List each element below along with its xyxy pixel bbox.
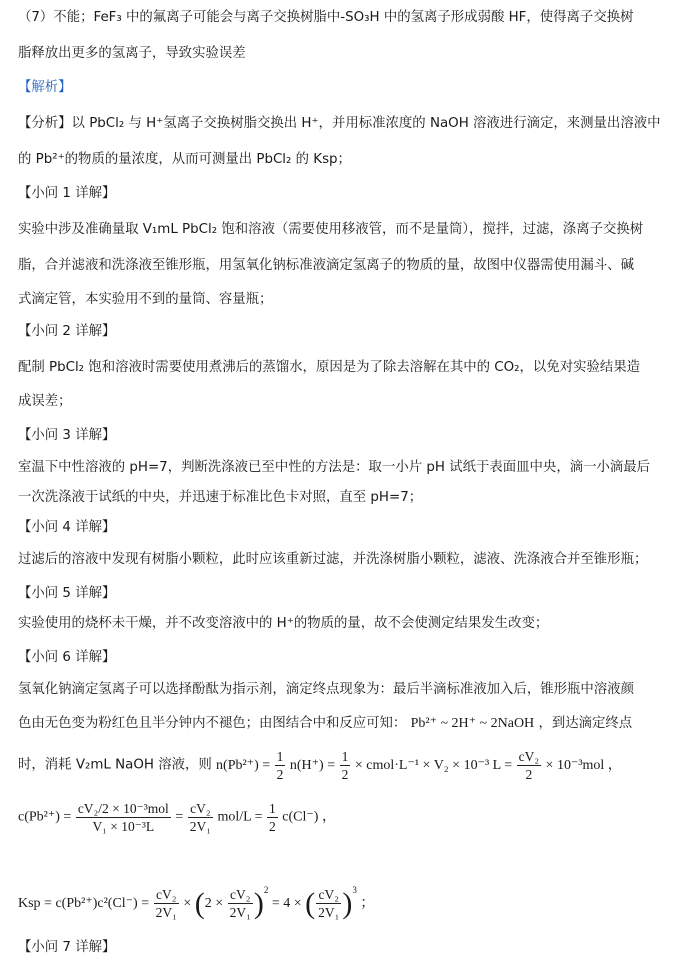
q7-line-2: 脂释放出更多的氢离子，导致实验误差 xyxy=(18,46,246,61)
eq2-frac-2: $\frac{1}{2}$ xyxy=(269,801,276,834)
eq2-mid: mol/L = xyxy=(217,809,263,825)
eq3-close-paren-2: ) xyxy=(342,886,353,920)
sub6-line-3a: 时，消耗 V₂mL NaOH 溶液，则 xyxy=(18,757,212,773)
eq3-lhs: Ksp = c(Pb²⁺)c²(Cl⁻) = xyxy=(18,896,150,911)
sub4-line-1: 过滤后的溶液中发现有树脂小颗粒，此时应该重新过滤，并洗涤树脂小颗粒，滤液、洗涤液合并至锥形瓶； xyxy=(18,552,648,567)
eq1-frac-1: $\frac{1}{2}$ xyxy=(276,749,284,782)
eq3-frac-3: $\frac{\text{cV₂}}{\text{2V₁}}$ xyxy=(318,887,340,921)
sub3-line-1: 室温下中性溶液的 pH=7，判断洗涤液已至中性的方法是：取一小片 pH 试纸于表面皿中央，滴一小滴最后 xyxy=(18,460,651,475)
equation-c-pb xyxy=(18,800,685,835)
eq3-frac-1: $\frac{\text{cV₂}}{\text{2V₁}}$ xyxy=(155,887,177,921)
sub6-line-2 xyxy=(18,714,685,734)
eq2-lhs: c(Pb²⁺) = xyxy=(18,809,72,825)
sub1-line-1: 实验中涉及准确量取 V₁mL PbCl₂ 饱和溶液（需要使用移液管，而不是量筒），搅拌，过滤，涤离子交换树 xyxy=(18,222,644,237)
eq1-mid-1: n(H⁺) = xyxy=(289,757,336,773)
eq3-frac-2: $\frac{\text{cV₂}}{\text{2V₁}}$ xyxy=(229,887,251,921)
sub6-line-2c: ，到达滴定终点 xyxy=(538,716,633,731)
reaction-ratio: Pb²⁺ ~ 2H⁺ ~ 2NaOH xyxy=(410,716,535,731)
eq3-inner-pre: 2 × xyxy=(204,896,224,911)
eq1-frac-3: $\frac{\text{cV₂}}{2}$ xyxy=(518,749,540,782)
fenxi-line-2: 的 Pb²⁺的物质的量浓度，从而可测量出 PbCl₂ 的 Ksp； xyxy=(18,152,351,167)
sub3-line-2: 一次洗涤液于试纸的中央，并迅速于标准比色卡对照，直至 pH=7； xyxy=(18,490,423,505)
eq2-big-frac: $\frac{\text{cV₂/2 × 10⁻³mol}}{\text{V₁ × 10⁻³L}}$ xyxy=(77,801,169,834)
sub5-heading: 【小问 5 详解】 xyxy=(18,586,116,601)
sub2-line-1: 配制 PbCl₂ 饱和溶液时需要使用煮沸后的蒸馏水，原因是为了除去溶解在其中的 CO₂，以免对实验结果造 xyxy=(18,360,641,375)
eq3-times: × xyxy=(183,896,192,911)
sub6-line-2a: 色由无色变为粉红色且半分钟内不褪色；由图结合中和反应可知： xyxy=(18,716,407,731)
sub4-heading: 【小问 4 详解】 xyxy=(18,520,116,535)
eq2-eq: = xyxy=(175,809,184,825)
jiexi-label: 【解析】 xyxy=(18,80,72,95)
eq3-close-paren: ) xyxy=(253,886,264,920)
sub2-line-2: 成误差； xyxy=(18,394,72,409)
sub3-heading: 【小问 3 详解】 xyxy=(18,428,116,443)
eq1-mid-2: × cmol·L⁻¹ × V₂ × 10⁻³ L = xyxy=(354,757,513,773)
eq3-open-paren-2: ( xyxy=(305,886,316,920)
eq1-end: × 10⁻³mol ， xyxy=(545,757,622,773)
sub1-line-3: 式滴定管，本实验用不到的量筒、容量瓶； xyxy=(18,292,273,307)
sub5-line-1: 实验使用的烧杯未干燥，并不改变溶液中的 H⁺的物质的量，故不会使测定结果发生改变； xyxy=(18,616,549,631)
sub6-heading: 【小问 6 详解】 xyxy=(18,650,116,665)
sub1-heading: 【小问 1 详解】 xyxy=(18,186,116,201)
sub2-heading: 【小问 2 详解】 xyxy=(18,324,116,339)
eq2-end: c(Cl⁻) ， xyxy=(282,809,336,825)
sub1-line-2: 脂，合并滤液和洗涤液至锥形瓶，用氢氧化钠标准液滴定氢离子的物质的量，故图中仪器需使用漏斗、碱 xyxy=(18,258,634,273)
eq1-lhs: n(Pb²⁺) = xyxy=(216,757,271,773)
sub7-heading: 【小问 7 详解】 xyxy=(18,940,116,955)
sub6-line-1: 氢氧化钠滴定氢离子可以选择酚酞为指示剂，滴定终点现象为：最后半滴标准液加入后，锥形瓶中溶液颜 xyxy=(18,682,634,697)
eq3-exp-3: 3 xyxy=(352,885,357,895)
equation-n-pb xyxy=(216,749,622,782)
eq3-exp-2: 2 xyxy=(263,885,269,895)
q7-line-1: （7）不能；FeF₃ 中的氟离子可能会与离子交换树脂中-SO₃H 中的氢离子形成弱酸 HF，使得离子交换树 xyxy=(18,10,634,25)
eq3-end: ； xyxy=(360,896,375,911)
eq1-frac-2: $\frac{1}{2}$ xyxy=(341,749,349,782)
equation-ksp xyxy=(18,880,685,921)
eq2-frac-1: $\frac{\text{cV₂}}{\text{2V₁}}$ xyxy=(189,801,211,834)
eq3-eq: = 4 × xyxy=(271,896,302,911)
sub6-line-3 xyxy=(18,748,685,783)
eq3-open-paren: ( xyxy=(194,886,205,920)
fenxi-line-1: 【分析】以 PbCl₂ 与 H⁺氢离子交换树脂交换出 H⁺，并用标准浓度的 NaOH 溶液进行滴定，来测量出溶液中 xyxy=(18,116,661,131)
